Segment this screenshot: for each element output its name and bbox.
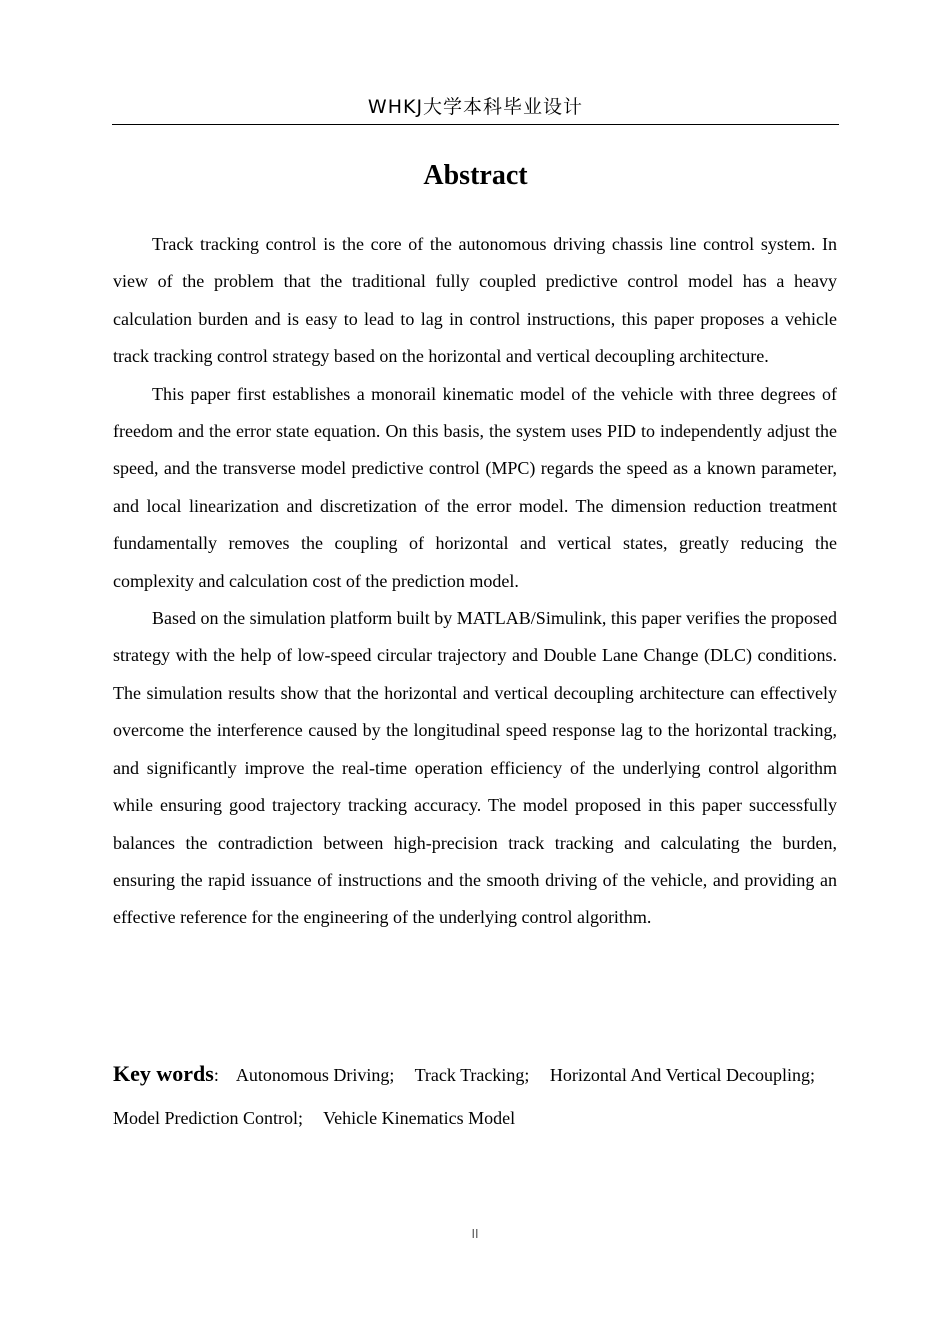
keyword-item: Horizontal And Vertical Decoupling; xyxy=(549,1065,816,1085)
abstract-paragraph-1: Track tracking control is the core of the autonomous driving chassis line control system. In view of the problem that the traditional fully coupled predictive control model has a heavy calculation burden and is easy to lead to lag in control instructions, this paper proposes a vehicle track tracking control strategy based on the horizontal and vertical decoupling architecture. xyxy=(113,234,837,367)
header-divider xyxy=(112,124,839,125)
keyword-item: Model Prediction Control; xyxy=(113,1108,303,1128)
abstract-paragraph-3: Based on the simulation platform built by MATLAB/Simulink, this paper verifies the proposed strategy with the help of low-speed circular trajectory and Double Lane Change (DLC) conditions. The simulation results show that the horizontal and vertical decoupling architecture can effectively overcome the interference caused by the longitudinal speed response lag to the horizontal tracking, and significantly improve the real-time operation efficiency of the underlying control algorithm while ensuring good trajectory tracking accuracy. The model proposed in this paper successfully balances the contradiction between high-precision track tracking and calculating the burden, ensuring the rapid issuance of instructions and the smooth driving of the vehicle, and providing an effective reference for the engineering of the underlying control algorithm. xyxy=(113,608,837,928)
keyword-item: Vehicle Kinematics Model xyxy=(323,1108,516,1128)
keyword-item: Autonomous Driving; xyxy=(235,1065,395,1085)
abstract-title: Abstract xyxy=(423,160,528,191)
keywords-colon: : xyxy=(213,1065,219,1085)
abstract-body xyxy=(113,226,837,937)
keywords-label: Key words xyxy=(113,1061,214,1086)
page-number: II xyxy=(471,1227,479,1241)
keywords-section xyxy=(113,1052,837,1140)
keyword-item: Track Tracking; xyxy=(414,1065,530,1085)
running-header: WHKJ大学本科毕业设计 xyxy=(367,96,584,118)
abstract-paragraph-2: This paper first establishes a monorail kinematic model of the vehicle with three degrees of freedom and the error state equation. On this basis, the system uses PID to independently adjust the speed, and the transverse model predictive control (MPC) regards the speed as a known parameter, and local linearization and discretization of the error model. The dimension reduction treatment fundamentally removes the coupling of horizontal and vertical states, greatly reducing the complexity and calculation cost of the prediction model. xyxy=(113,383,837,591)
